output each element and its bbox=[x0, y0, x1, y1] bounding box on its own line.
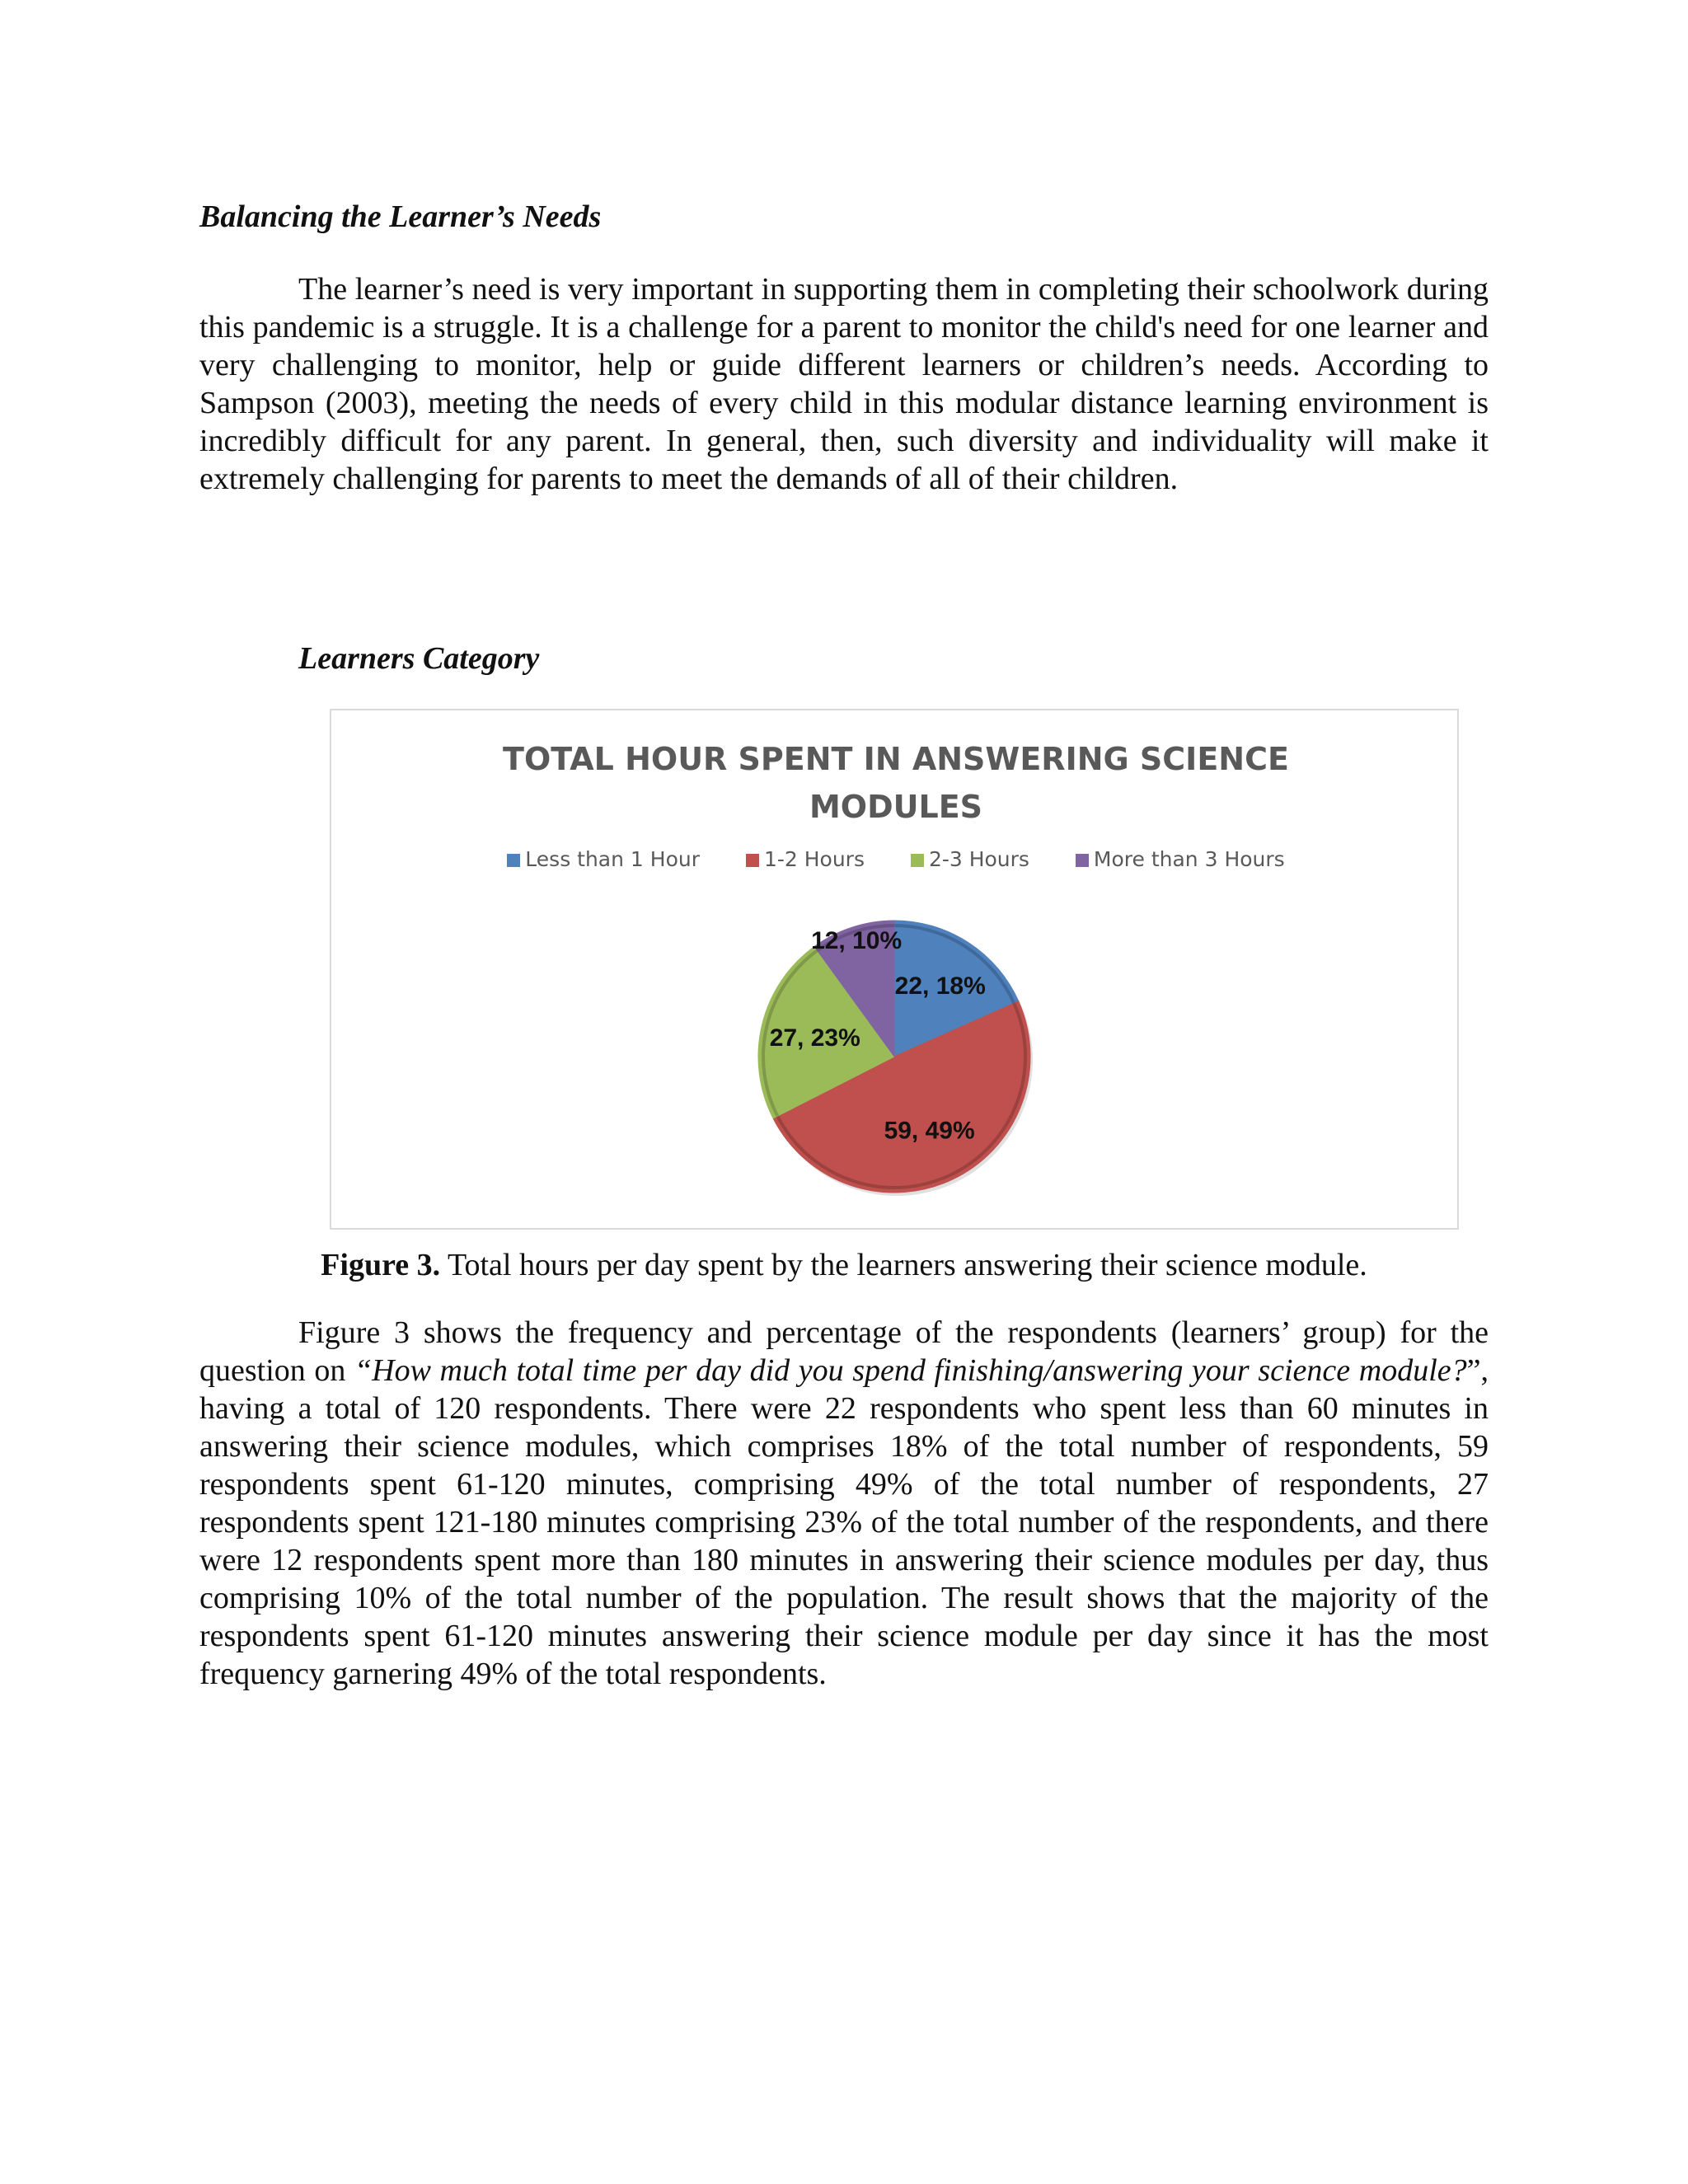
pie-data-label-1: 59, 49% bbox=[884, 1117, 975, 1145]
pie-chart-frame bbox=[330, 709, 1459, 1230]
legend-label-1: 1-2 Hours bbox=[763, 847, 865, 871]
chart-title-text: TOTAL HOUR SPENT IN ANSWERING SCIENCE MODULES bbox=[503, 741, 1289, 825]
pie-data-label-2: 27, 23% bbox=[769, 1024, 860, 1052]
figure-caption bbox=[199, 1246, 1489, 1284]
pie-data-label-0: 22, 18% bbox=[894, 972, 986, 1001]
survey-question: “How much total time per day did you spend finishing/answering your science module? bbox=[354, 1353, 1467, 1388]
paragraph-discussion-part1: Figure 3 shows the frequency and percentage of the respondents (learners’ group) for the question on bbox=[199, 1315, 1489, 1388]
legend-label-0: Less than 1 Hour bbox=[525, 847, 700, 871]
paragraph-discussion-part2: ”, having a total of 120 respondents. There were 22 respondents who spent less than 60 minutes in answering their science modules, which comprises 18% of the total number of respondents, 59 respondents spent 61-120 minutes, comprising 49% of the total number of respondents, 27 respondents spent 121-180 minutes comprising 23% of the total number of the respondents, and there were 12 respondents spent more than 180 minutes in answering their science modules per day, thus comprising 10% of the total number of the population. The result shows that the majority of the respondents spent 61-120 minutes answering their science module per day since it has the most frequency garnering 49% of the total respondents. bbox=[199, 1353, 1489, 1691]
paragraph-figure-discussion bbox=[199, 1314, 1489, 1693]
pie-slices bbox=[758, 921, 1033, 1196]
figure-caption-text: Total hours per day spent by the learners answering their science module. bbox=[440, 1248, 1367, 1282]
legend-label-3: More than 3 Hours bbox=[1093, 847, 1285, 871]
legend-label-2: 2-3 Hours bbox=[928, 847, 1029, 871]
pie-chart-svg bbox=[331, 710, 1457, 1228]
section-heading-balancing: Balancing the Learner’s Needs bbox=[199, 199, 602, 234]
section-heading-learners-category: Learners Category bbox=[298, 641, 540, 676]
paragraph-balancing-text: The learner’s need is very important in supporting them in completing their schoolwork during this pandemic is a struggle. It is a challenge for a parent to monitor the child's need for one learner and very challenging to monitor, help or guide different learners or children’s needs. According to Sampson (2003), meeting the needs of every child in this modular distance learning environment is incredibly difficult for any parent. In general, then, such diversity and individuality will make it extremely challenging for parents to meet the demands of all of their children. bbox=[199, 272, 1489, 496]
pie-data-label-3: 12, 10% bbox=[811, 926, 903, 954]
paragraph-balancing bbox=[199, 270, 1489, 498]
figure-caption-label: Figure 3. bbox=[321, 1248, 441, 1282]
